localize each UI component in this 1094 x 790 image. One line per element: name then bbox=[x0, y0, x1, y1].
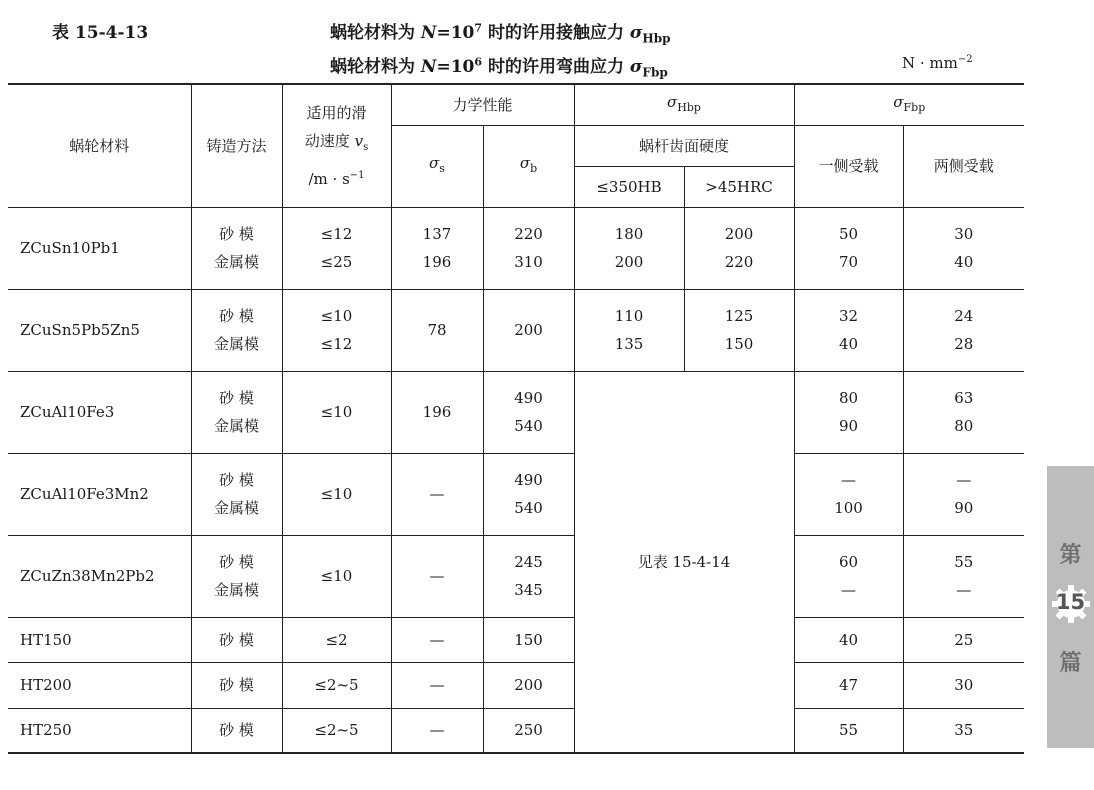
table-row bbox=[8, 289, 1024, 371]
sigma-b-cell: 220 310 bbox=[483, 207, 574, 289]
casting-cell: 砂 模 金属模 bbox=[191, 371, 282, 453]
col-sigma-fbp: $\sigma_{Fbp}$ bbox=[794, 84, 1024, 125]
casting-cell: 砂 模 bbox=[191, 662, 282, 708]
col-one-side: 一侧受载 bbox=[794, 125, 903, 207]
sigma-b-cell: 490 540 bbox=[483, 371, 574, 453]
col-sigma-b: $\sigma_b$ bbox=[483, 125, 574, 207]
one-side-cell: 80 90 bbox=[794, 371, 903, 453]
speed-cell: ≤2 bbox=[282, 617, 391, 662]
one-side-cell: 40 bbox=[794, 617, 903, 662]
chapter-prefix: 第 bbox=[1059, 543, 1082, 568]
two-side-cell: 30 40 bbox=[903, 207, 1024, 289]
hrc45-cell: 200 220 bbox=[684, 207, 794, 289]
sigma-s-cell: — bbox=[391, 662, 483, 708]
col-mechanical: 力学性能 bbox=[391, 84, 574, 125]
speed-cell: ≤10 ≤12 bbox=[282, 289, 391, 371]
casting-cell: 砂 模 金属模 bbox=[191, 289, 282, 371]
col-two-side: 两侧受载 bbox=[903, 125, 1024, 207]
two-side-cell: 55 — bbox=[903, 535, 1024, 617]
speed-cell: ≤10 bbox=[282, 535, 391, 617]
casting-cell: 砂 模 金属模 bbox=[191, 207, 282, 289]
one-side-cell: 55 bbox=[794, 708, 903, 753]
two-side-cell: 25 bbox=[903, 617, 1024, 662]
sigma-s-cell: — bbox=[391, 617, 483, 662]
material-cell: ZCuAl10Fe3Mn2 bbox=[8, 453, 191, 535]
see-table-cell: 见表 15-4-14 bbox=[574, 371, 794, 753]
col-casting: 铸造方法 bbox=[191, 84, 282, 207]
table-row bbox=[8, 207, 1024, 289]
two-side-cell: 30 bbox=[903, 662, 1024, 708]
sigma-s-cell: — bbox=[391, 535, 483, 617]
table-row bbox=[8, 371, 1024, 453]
table-row bbox=[8, 662, 1024, 708]
sigma-s-cell: 137 196 bbox=[391, 207, 483, 289]
material-cell: ZCuAl10Fe3 bbox=[8, 371, 191, 453]
table-title-contact: 蜗轮材料为 $N=10^7$ 时的许用接触应力 $\sigma_{Hbp}$ bbox=[330, 21, 671, 46]
sigma-s-cell: — bbox=[391, 708, 483, 753]
sigma-b-cell: 200 bbox=[483, 289, 574, 371]
speed-cell: ≤2~5 bbox=[282, 708, 391, 753]
col-material: 蜗轮材料 bbox=[8, 84, 191, 207]
sigma-b-cell: 245 345 bbox=[483, 535, 574, 617]
two-side-cell: 24 28 bbox=[903, 289, 1024, 371]
one-side-cell: — 100 bbox=[794, 453, 903, 535]
chapter-side-tab bbox=[1047, 466, 1094, 748]
material-cell: ZCuSn10Pb1 bbox=[8, 207, 191, 289]
casting-cell: 砂 模 金属模 bbox=[191, 453, 282, 535]
material-cell: ZCuZn38Mn2Pb2 bbox=[8, 535, 191, 617]
unit-label: $N \cdot mm^{-2}$ bbox=[902, 54, 973, 72]
material-cell: HT200 bbox=[8, 662, 191, 708]
table-row bbox=[8, 535, 1024, 617]
col-sigma-s: $\sigma_s$ bbox=[391, 125, 483, 207]
one-side-cell: 60 — bbox=[794, 535, 903, 617]
speed-cell: ≤10 bbox=[282, 453, 391, 535]
two-side-cell: — 90 bbox=[903, 453, 1024, 535]
two-side-cell: 63 80 bbox=[903, 371, 1024, 453]
col-worm-hardness: 蜗杆齿面硬度 bbox=[574, 125, 794, 166]
sigma-b-cell: 150 bbox=[483, 617, 574, 662]
chapter-suffix: 篇 bbox=[1059, 651, 1082, 676]
col-hb350: ≤350HB bbox=[574, 166, 684, 207]
one-side-cell: 50 70 bbox=[794, 207, 903, 289]
casting-cell: 砂 模 金属模 bbox=[191, 535, 282, 617]
sigma-b-cell: 250 bbox=[483, 708, 574, 753]
table-row bbox=[8, 453, 1024, 535]
sigma-s-cell: 196 bbox=[391, 371, 483, 453]
table-number: 表 15-4-13 bbox=[52, 23, 149, 43]
table-title-bending: 蜗轮材料为 $N=10^6$ 时的许用弯曲应力 $\sigma_{Fbp}$ bbox=[330, 55, 668, 80]
table-row bbox=[8, 617, 1024, 662]
sigma-s-cell: 78 bbox=[391, 289, 483, 371]
hrc45-cell: 125 150 bbox=[684, 289, 794, 371]
table-row bbox=[8, 708, 1024, 753]
casting-cell: 砂 模 bbox=[191, 617, 282, 662]
hb350-cell: 110 135 bbox=[574, 289, 684, 371]
one-side-cell: 32 40 bbox=[794, 289, 903, 371]
col-sigma-hbp: $\sigma_{Hbp}$ bbox=[574, 84, 794, 125]
sigma-s-cell: — bbox=[391, 453, 483, 535]
material-cell: HT150 bbox=[8, 617, 191, 662]
col-hrc45: >45HRC bbox=[684, 166, 794, 207]
allowable-stress-table bbox=[8, 83, 1024, 754]
casting-cell: 砂 模 bbox=[191, 708, 282, 753]
hb350-cell: 180 200 bbox=[574, 207, 684, 289]
material-cell: ZCuSn5Pb5Zn5 bbox=[8, 289, 191, 371]
two-side-cell: 35 bbox=[903, 708, 1024, 753]
speed-cell: ≤10 bbox=[282, 371, 391, 453]
col-sliding-speed: 适用的滑 动速度 $v_s$ $/m \cdot s^{-1}$ bbox=[282, 84, 391, 207]
speed-cell: ≤2~5 bbox=[282, 662, 391, 708]
sigma-b-cell: 200 bbox=[483, 662, 574, 708]
one-side-cell: 47 bbox=[794, 662, 903, 708]
sigma-b-cell: 490 540 bbox=[483, 453, 574, 535]
material-cell: HT250 bbox=[8, 708, 191, 753]
chapter-number: 15 bbox=[1055, 590, 1086, 614]
speed-cell: ≤12 ≤25 bbox=[282, 207, 391, 289]
